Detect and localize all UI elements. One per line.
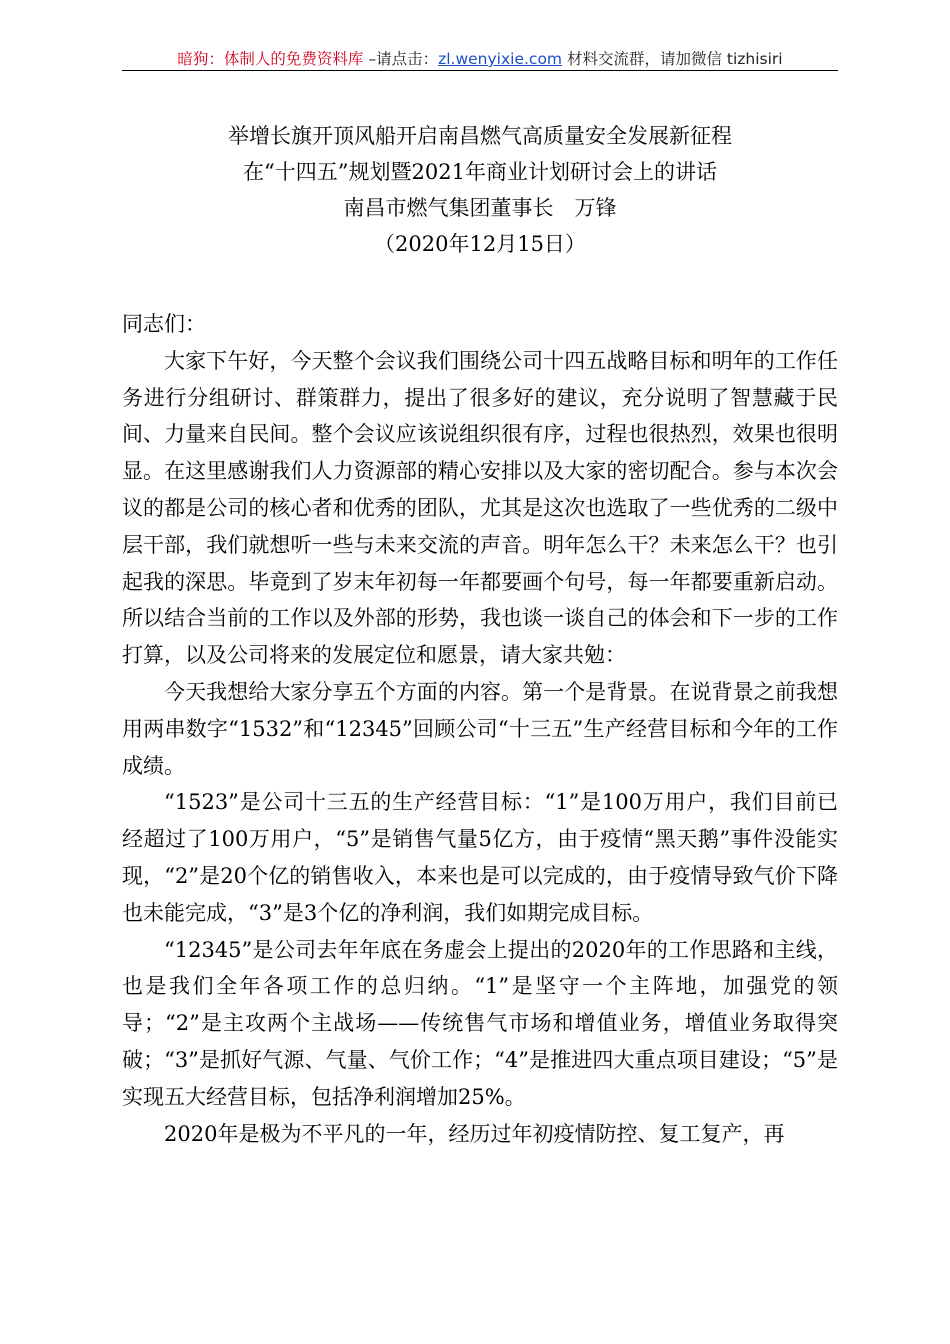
header-brand-text: 暗狗：体制人的免费资料库 — [177, 50, 364, 68]
header-prompt-text: –请点击： — [363, 50, 439, 68]
speech-title-block — [122, 118, 838, 262]
header-website-link[interactable]: zl.wenyixie.com — [438, 50, 563, 68]
speech-date: （2020年12月15日） — [374, 232, 586, 256]
header-divider — [122, 70, 838, 71]
speech-body — [122, 306, 838, 1152]
header-contact-text: 材料交流群，请加微信 tizhisiri — [562, 50, 783, 68]
speaker-line: 南昌市燃气集团董事长 万锋 — [343, 196, 617, 220]
salutation: 同志们： — [122, 312, 206, 336]
body-paragraph-2: 今天我想给大家分享五个方面的内容。第一个是背景。在说背景之前我想用两串数字“1532”和“12345”回顾公司“十三五”生产经营目标和今年的工作成绩。 — [122, 679, 838, 778]
body-paragraph-1: 大家下午好，今天整个会议我们围绕公司十四五战略目标和明年的工作任务进行分组研讨、群策群力，提出了很多好的建议，充分说明了智慧藏于民间、力量来自民间。整个会议应该说组织很有序，过程也很热烈，效果也很明显。在这里感谢我们人力资源部的精心安排以及大家的密切配合。参与本次会议的都是公司的核心者和优秀的团队，尤其是这次也选取了一些优秀的二级中层干部，我们就想听一些与未来交流的声音。明年怎么干？未来怎么干？也引起我的深思。毕竟到了岁末年初每一年都要画个句号，每一年都要重新启动。所以结合当前的工作以及外部的形势，我也谈一谈自己的体会和下一步的工作打算，以及公司将来的发展定位和愿景，请大家共勉： — [122, 348, 838, 668]
body-paragraph-3: “1523”是公司十三五的生产经营目标：“1”是100万用户，我们目前已经超过了100万用户，“5”是销售气量5亿方，由于疫情“黑天鹅”事件没能实现，“2”是20个亿的销售收入，本来也是可以完成的，由于疫情导致气价下降也未能完成，“3”是3个亿的净利润，我们如期完成目标。 — [122, 790, 838, 925]
body-paragraph-5: 2020年是极为不平凡的一年，经历过年初疫情防控、复工复产，再 — [164, 1121, 785, 1146]
body-paragraph-4: “12345”是公司去年年底在务虚会上提出的2020年的工作思路和主线，也是我们全年各项工作的总归纳。“1”是坚守一个主阵地，加强党的领导；“2”是主攻两个主战场——传统售气市场和增值业务，增值业务取得突破；“3”是抓好气源、气量、气价工作；“4”是推进四大重点项目建设；“5”是实现五大经营目标，包括净利润增加25%。 — [122, 937, 838, 1109]
speech-subtitle: 在“十四五”规划暨2021年商业计划研讨会上的讲话 — [243, 160, 717, 184]
page-header — [122, 48, 838, 70]
speech-main-title: 举增长旗开顶风船开启南昌燃气高质量安全发展新征程 — [228, 124, 732, 148]
